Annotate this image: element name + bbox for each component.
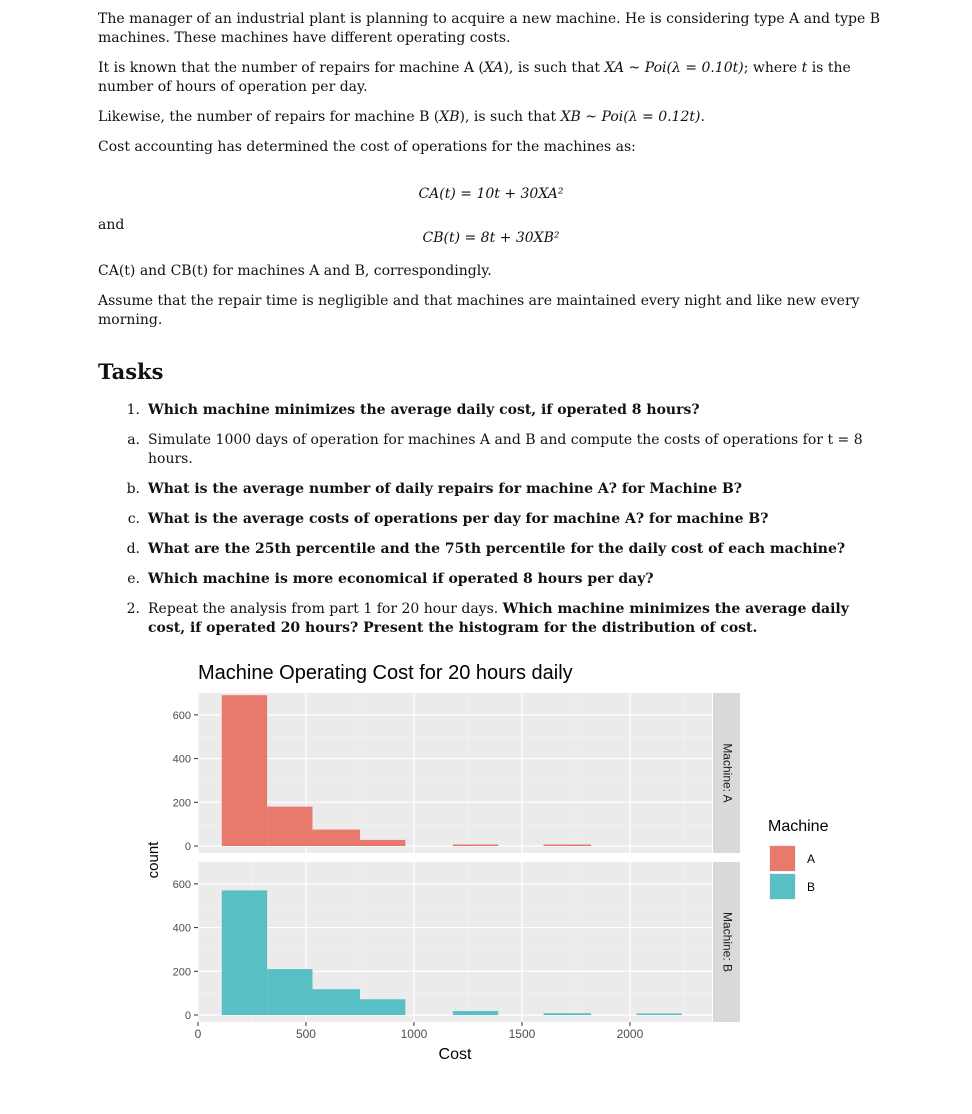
- histogram-bar-a: [360, 840, 405, 846]
- y-tick-label: 200: [172, 797, 191, 810]
- text-fragment: ), is such that: [503, 60, 605, 76]
- x-tick-label: 500: [295, 1027, 316, 1041]
- histogram-bar-a: [267, 807, 312, 846]
- math-xb: XB: [439, 109, 460, 125]
- task-number: c.: [127, 511, 140, 527]
- x-tick-label: 1500: [508, 1027, 536, 1041]
- text-fragment: ; where: [743, 60, 802, 76]
- task-text: Simulate 1000 days of operation for machines A and B and compute the costs of operations for t = 8 hours.: [148, 432, 863, 467]
- math-xa: XA: [483, 60, 504, 76]
- y-tick-label: 600: [172, 878, 191, 891]
- task-number: e.: [127, 571, 140, 587]
- histogram-bar-b: [636, 1014, 681, 1016]
- histogram-chart: [0, 650, 972, 1070]
- text-fragment: ), is such that: [459, 109, 561, 125]
- y-tick-label: 0: [184, 1010, 191, 1022]
- text-fragment: .: [700, 109, 705, 125]
- y-tick-label: 0: [184, 841, 191, 853]
- legend-key-b: [770, 874, 795, 899]
- histogram-bar-a: [222, 695, 267, 846]
- task-1a: [98, 431, 884, 469]
- histogram-bar-a: [312, 830, 360, 846]
- equation-cost-a: CA(t) = 10t + 30XA²: [418, 186, 564, 202]
- math-t: t: [801, 60, 808, 76]
- task-number: b.: [126, 481, 140, 497]
- task-number: 1.: [126, 402, 140, 418]
- y-tick-label: 400: [172, 922, 191, 935]
- task-text-plain: Repeat the analysis from part 1 for 20 hour days.: [148, 601, 503, 617]
- y-tick-label: 400: [172, 753, 191, 766]
- task-2: [98, 600, 884, 638]
- legend-key-a: [770, 846, 795, 871]
- legend-title: Machine: [768, 818, 829, 835]
- document-body: [98, 10, 884, 649]
- histogram-bar-b: [312, 989, 360, 1015]
- task-1b: [98, 480, 884, 499]
- task-text: What are the 25th percentile and the 75th percentile for the daily cost of each machine?: [148, 541, 846, 557]
- x-tick-label: 2000: [616, 1027, 644, 1041]
- histogram-bar-b: [453, 1011, 498, 1015]
- math-dist-b: XB ~ Poi(λ = 0.12t): [560, 109, 701, 125]
- tasks-heading: Tasks: [98, 359, 164, 384]
- intro-paragraph-4: Cost accounting has determined the cost of operations for the machines as:: [98, 139, 636, 155]
- math-dist-a: XA ~ Poi(λ = 0.10t): [604, 60, 744, 76]
- facet-strip-label: Machine: A: [720, 743, 735, 803]
- task-text: [148, 600, 884, 638]
- legend-label: A: [807, 852, 816, 866]
- histogram-bar-b: [222, 890, 267, 1015]
- task-text: Which machine is more economical if operated 8 hours per day?: [148, 571, 654, 587]
- y-tick-label: 600: [172, 709, 191, 722]
- task-1e: [98, 570, 884, 589]
- y-tick-label: 200: [172, 966, 191, 979]
- intro-paragraph-1: The manager of an industrial plant is planning to acquire a new machine. He is considering type A and type B machines. These machines have different operating costs.: [98, 11, 880, 46]
- text-fragment: It is known that the number of repairs for machine A (: [98, 60, 484, 76]
- y-axis-label: count: [145, 841, 162, 879]
- intro-paragraph-5: CA(t) and CB(t) for machines A and B, correspondingly.: [98, 263, 492, 279]
- text-fragment: is the number of hours of operation per day.: [98, 60, 851, 95]
- chart-title: Machine Operating Cost for 20 hours daily: [198, 662, 573, 684]
- histogram-bar-b: [360, 999, 405, 1015]
- task-text: What is the average number of daily repairs for machine A? for Machine B?: [148, 481, 743, 497]
- histogram-bar-b: [267, 969, 312, 1015]
- x-axis-label: Cost: [438, 1046, 472, 1063]
- task-number: 2.: [126, 601, 140, 617]
- histogram-bar-a: [453, 845, 498, 847]
- histogram-bar-a: [544, 845, 592, 847]
- task-number: d.: [126, 541, 140, 557]
- legend-label: B: [807, 880, 816, 894]
- x-tick-label: 0: [194, 1027, 202, 1041]
- task-1d: [98, 540, 884, 559]
- equation-cost-b: CB(t) = 8t + 30XB²: [422, 230, 560, 246]
- text-fragment: Likewise, the number of repairs for machine B (: [98, 109, 440, 125]
- intro-paragraph-3: [98, 108, 884, 127]
- facet-strip-label: Machine: B: [720, 911, 735, 973]
- task-text: What is the average costs of operations per day for machine A? for machine B?: [148, 511, 769, 527]
- and-connector: and: [98, 217, 125, 233]
- histogram-bar-b: [544, 1013, 592, 1015]
- task-number: a.: [127, 432, 140, 448]
- intro-paragraph-6: Assume that the repair time is negligible and that machines are maintained every night and like new every morning.: [98, 293, 860, 328]
- task-1c: [98, 510, 884, 529]
- task-1: [98, 401, 884, 420]
- x-tick-label: 1000: [400, 1027, 428, 1041]
- task-text-bold: Which machine minimizes the average daily cost, if operated 20 hours? Present the histogram for the distribution of cost.: [148, 601, 849, 636]
- intro-paragraph-2: [98, 59, 884, 97]
- task-text: Which machine minimizes the average daily cost, if operated 8 hours?: [148, 402, 700, 418]
